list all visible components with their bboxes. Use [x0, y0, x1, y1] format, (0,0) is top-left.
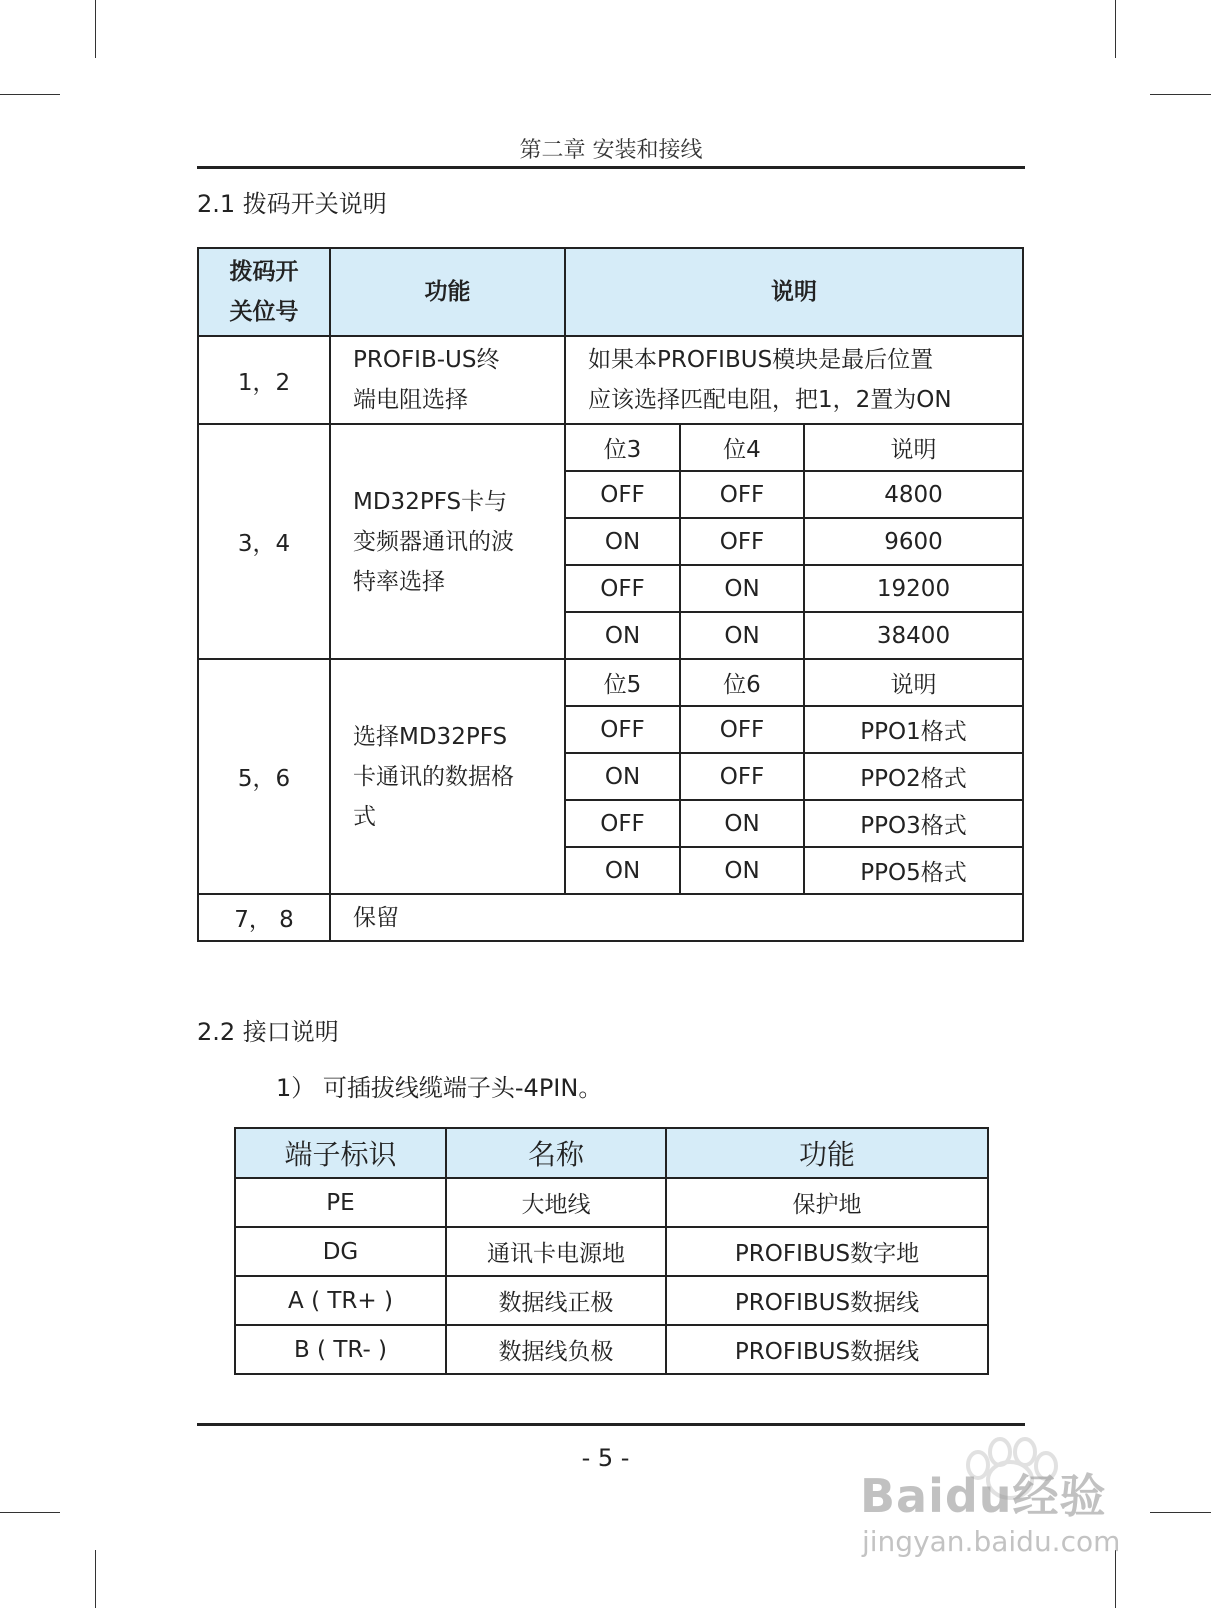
cell-bit3: ON	[565, 518, 680, 565]
cell-position-3-4: 3，4	[198, 424, 330, 659]
cell-description-terminator: 如果本PROFIBUS模块是最后位置 应该选择匹配电阻，把1，2置为ON	[565, 336, 1023, 424]
cell-position-7-8: 7， 8	[198, 894, 330, 941]
cell-bit4: ON	[680, 612, 804, 659]
cell-bit6: OFF	[680, 753, 804, 800]
cell-function-terminator: PROFIB-US终 端电阻选择	[330, 336, 565, 424]
cell-bit4: OFF	[680, 471, 804, 518]
cell-function-baudrate: MD32PFS卡与 变频器通讯的波 特率选择	[330, 424, 565, 659]
cell-bit3: ON	[565, 612, 680, 659]
cell-terminal: PE	[235, 1178, 446, 1227]
cell-bit6: ON	[680, 800, 804, 847]
crop-mark	[1115, 0, 1116, 58]
header-description: 说明	[565, 248, 1023, 336]
crop-mark	[1150, 94, 1211, 95]
watermark-url: jingyan.baidu.com	[862, 1525, 1121, 1558]
header-function: 功能	[666, 1128, 988, 1178]
cell-format: PPO5格式	[804, 847, 1023, 894]
header-terminal-id: 端子标识	[235, 1128, 446, 1178]
header-name: 名称	[446, 1128, 666, 1178]
cell-bit4: ON	[680, 565, 804, 612]
cell-function: PROFIBUS数字地	[666, 1227, 988, 1276]
cell-terminal: A ( TR+ )	[235, 1276, 446, 1325]
section-title-2-1: 2.1 拨码开关说明	[197, 190, 387, 218]
table-row	[235, 1325, 988, 1374]
cell-bit3: OFF	[565, 565, 680, 612]
cell-baud: 4800	[804, 471, 1023, 518]
sub-header-bit5: 位5	[565, 659, 680, 706]
sub-header-description: 说明	[804, 424, 1023, 471]
watermark-brand: Baidu经验	[860, 1469, 1107, 1523]
cell-function: PROFIBUS数据线	[666, 1325, 988, 1374]
chapter-header: 第二章 安装和接线	[519, 138, 703, 163]
sub-header-bit3: 位3	[565, 424, 680, 471]
crop-mark	[0, 94, 60, 95]
cell-position-1-2: 1，2	[198, 336, 330, 424]
cell-format: PPO3格式	[804, 800, 1023, 847]
footer-rule	[197, 1423, 1025, 1426]
cell-format: PPO1格式	[804, 706, 1023, 753]
list-item-connector: 1） 可插拔线缆端子头-4PIN。	[276, 1074, 603, 1102]
crop-mark	[0, 1512, 60, 1513]
sub-header-bit6: 位6	[680, 659, 804, 706]
cell-bit5: OFF	[565, 800, 680, 847]
cell-bit5: OFF	[565, 706, 680, 753]
terminal-table	[234, 1127, 989, 1375]
cell-bit3: OFF	[565, 471, 680, 518]
crop-mark	[95, 0, 96, 58]
cell-name: 数据线正极	[446, 1276, 666, 1325]
sub-header-bit4: 位4	[680, 424, 804, 471]
dip-switch-table	[197, 247, 1024, 942]
cell-function: PROFIBUS数据线	[666, 1276, 988, 1325]
crop-mark	[95, 1550, 96, 1608]
table-row	[235, 1276, 988, 1325]
cell-name: 通讯卡电源地	[446, 1227, 666, 1276]
cell-baud: 19200	[804, 565, 1023, 612]
cell-bit4: OFF	[680, 518, 804, 565]
cell-terminal: DG	[235, 1227, 446, 1276]
cell-bit5: ON	[565, 847, 680, 894]
table-row	[235, 1178, 988, 1227]
header-function: 功能	[330, 248, 565, 336]
cell-format: PPO2格式	[804, 753, 1023, 800]
sub-header-description: 说明	[804, 659, 1023, 706]
cell-function: 保护地	[666, 1178, 988, 1227]
cell-bit6: OFF	[680, 706, 804, 753]
cell-position-5-6: 5，6	[198, 659, 330, 894]
table-row	[235, 1227, 988, 1276]
cell-bit5: ON	[565, 753, 680, 800]
page-number: - 5 -	[581, 1444, 630, 1472]
section-title-2-2: 2.2 接口说明	[197, 1018, 339, 1046]
cell-baud: 9600	[804, 518, 1023, 565]
cell-name: 数据线负极	[446, 1325, 666, 1374]
cell-name: 大地线	[446, 1178, 666, 1227]
cell-reserved: 保留	[330, 894, 1023, 941]
header-switch-position: 拨码开 关位号	[198, 248, 330, 336]
header-rule	[197, 166, 1025, 169]
cell-function-data-format: 选择MD32PFS 卡通讯的数据格 式	[330, 659, 565, 894]
cell-baud: 38400	[804, 612, 1023, 659]
cell-terminal: B ( TR- )	[235, 1325, 446, 1374]
cell-bit6: ON	[680, 847, 804, 894]
